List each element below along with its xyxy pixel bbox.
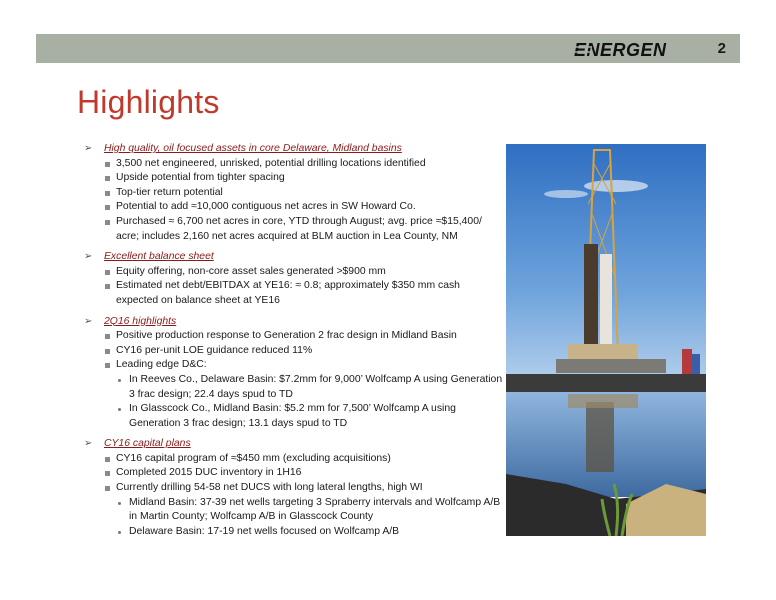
energen-logo: [572, 39, 702, 61]
dot-bullet-icon: [117, 525, 129, 540]
sub-list-item: [84, 373, 504, 402]
section-heading-text: CY16 capital plans: [104, 438, 191, 450]
arrow-bullet-icon: ➢: [84, 251, 93, 263]
square-bullet-icon: [104, 157, 116, 172]
list-item: [84, 329, 504, 344]
list-item-text: Upside potential from tighter spacing: [116, 172, 285, 184]
list-item: [84, 344, 504, 359]
list-item-text: CY16 capital program of ≈$450 mm (excluding acquisitions): [116, 452, 391, 464]
arrow-bullet-icon: ➢: [84, 438, 93, 450]
dot-bullet-icon: [117, 402, 129, 431]
dot-bullet-icon: [117, 496, 129, 525]
sub-list-item-text: Delaware Basin: 17-19 net wells focused on Wolfcamp A/B: [129, 525, 400, 537]
section: [84, 315, 504, 432]
list-item: [84, 358, 504, 373]
list-item-text: Positive production response to Generation 2 frac design in Midland Basin: [116, 330, 457, 342]
square-bullet-icon: [104, 466, 116, 481]
square-bullet-icon: [104, 279, 116, 308]
sub-list-item-text: In Reeves Co., Delaware Basin: $7.2mm for 9,000’ Wolfcamp A using Generation 3 frac design; 22.4 days spud to TD: [129, 373, 503, 400]
section: [84, 437, 504, 539]
list-item: [84, 452, 504, 467]
square-bullet-icon: [104, 481, 116, 496]
sub-list-item: [84, 496, 504, 525]
square-bullet-icon: [104, 452, 116, 467]
section-heading: [84, 315, 504, 330]
list-item-text: CY16 per-unit LOE guidance reduced 11%: [116, 344, 313, 356]
list-item: [84, 157, 504, 172]
list-item: [84, 265, 504, 280]
page-title: Highlights: [77, 84, 220, 120]
list-item-text: Equity offering, non-core asset sales generated >$900 mm: [116, 265, 386, 277]
section-heading-text: Excellent balance sheet: [104, 251, 214, 263]
list-item-text: Currently drilling 54-58 net DUCS with long lateral lengths, high WI: [116, 482, 423, 494]
section-heading-text: 2Q16 highlights: [104, 315, 177, 327]
section-heading: [84, 142, 504, 157]
square-bullet-icon: [104, 186, 116, 201]
square-bullet-icon: [104, 329, 116, 344]
list-item-text: Top-tier return potential: [116, 186, 223, 198]
logo-text: ENERGEN: [574, 40, 667, 60]
square-bullet-icon: [104, 358, 116, 373]
list-item-text: Completed 2015 DUC inventory in 1H16: [116, 467, 302, 479]
section-heading: [84, 437, 504, 452]
square-bullet-icon: [104, 200, 116, 215]
list-item: [84, 171, 504, 186]
arrow-bullet-icon: ➢: [84, 143, 93, 154]
list-item-text: 3,500 net engineered, unrisked, potential drilling locations identified: [116, 157, 426, 169]
square-bullet-icon: [104, 265, 116, 280]
drilling-rig-photo: [506, 144, 706, 536]
section-heading: [84, 250, 504, 265]
sub-list-item: [84, 525, 504, 540]
section: [84, 142, 504, 244]
square-bullet-icon: [104, 171, 116, 186]
arrow-bullet-icon: ➢: [84, 315, 93, 327]
list-item-text: Estimated net debt/EBITDAX at YE16: ≈ 0.8; approximately $350 mm cash expected on balance sheet at YE16: [116, 280, 460, 306]
highlights-list: [84, 142, 504, 545]
sub-list-item-text: Midland Basin: 37-39 net wells targeting 3 Spraberry intervals and Wolfcamp A/B in Martin County; Wolfcamp A/B in Glasscock County: [129, 496, 501, 523]
list-item: [84, 466, 504, 481]
section: [84, 250, 504, 308]
list-item: [84, 186, 504, 201]
list-item-text: Potential to add ≈10,000 contiguous net acres in SW Howard Co.: [116, 201, 416, 213]
list-item-text: Purchased ≈ 6,700 net acres in core, YTD through August; avg. price ≈$15,400/ acre; includes 2,160 net acres acquired at BLM auction in Lea County, NM: [116, 215, 482, 242]
sub-list-item-text: In Glasscock Co., Midland Basin: $5.2 mm for 7,500’ Wolfcamp A using Generation 3 frac design; 13.1 days spud to TD: [129, 403, 456, 429]
list-item: [84, 279, 504, 308]
sub-list-item: [84, 402, 504, 431]
square-bullet-icon: [104, 215, 116, 244]
list-item: [84, 215, 504, 244]
list-item: [84, 481, 504, 496]
page-number: 2: [717, 40, 726, 57]
header-bar: [36, 34, 740, 63]
list-item-text: Leading edge D&C:: [116, 359, 207, 371]
square-bullet-icon: [104, 344, 116, 359]
list-item: [84, 200, 504, 215]
section-heading-text: High quality, oil focused assets in core Delaware, Midland basins: [104, 143, 402, 154]
dot-bullet-icon: [117, 373, 129, 402]
